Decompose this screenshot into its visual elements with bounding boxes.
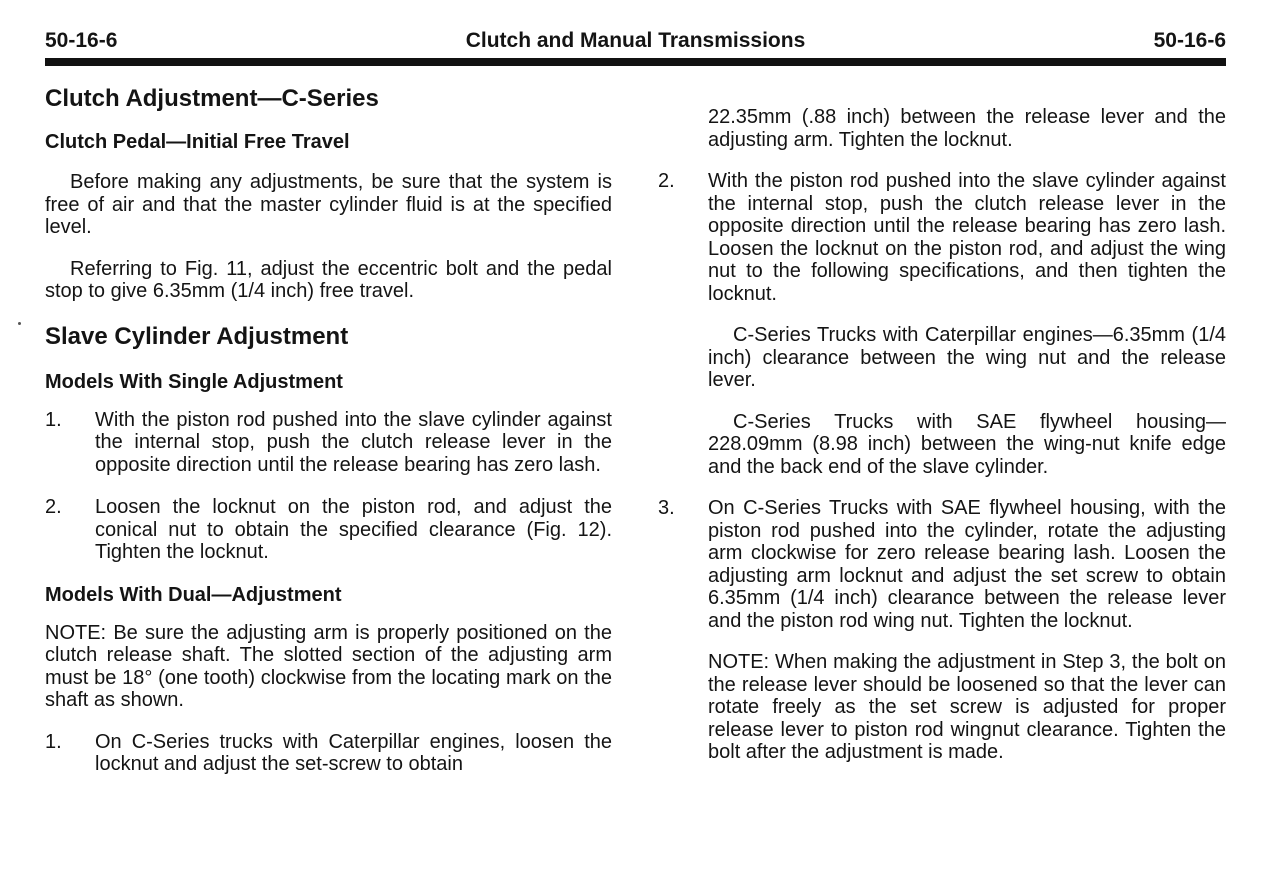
list-item-text: On C-Series Trucks with SAE flywheel housing, with the piston rod pushed into the cylinder, rotate the adjusting arm clockwise for zero release bearing lash. Loosen the adjusting arm locknut and adjust the set screw to obtain 6.35mm (1/4 inch) clearance between the release lever and the piston rod wing nut. Tighten the locknut. <box>708 497 1226 632</box>
list-item-number: 1. <box>45 408 62 431</box>
para-referring-fig11: Referring to Fig. 11, adjust the eccentric bolt and the pedal stop to give 6.35mm (1/4 inch) free travel. <box>45 257 612 302</box>
left-column <box>45 84 612 776</box>
subheading-initial-free-travel: Clutch Pedal—Initial Free Travel <box>45 131 350 153</box>
scan-speck <box>18 322 21 325</box>
list-item-number: 1. <box>45 730 62 753</box>
subheading-single-adjustment: Models With Single Adjustment <box>45 370 343 393</box>
spec-sae-flywheel: C-Series Trucks with SAE flywheel housing—228.09mm (8.98 inch) between the wing-nut knife edge and the back end of the slave cylinder. <box>708 410 1226 478</box>
page-header <box>45 28 1226 56</box>
list-item-number: 3. <box>658 497 675 519</box>
heading-slave-cylinder: Slave Cylinder Adjustment <box>45 322 349 350</box>
list-item <box>45 731 612 776</box>
subheading-dual-adjustment: Models With Dual—Adjustment <box>45 583 342 606</box>
list-item-text: With the piston rod pushed into the slave cylinder against the internal stop, push the clutch release lever in the opposite direction until the release bearing has zero lash. Loosen the locknut on the piston rod, and adjust the wing nut to the following specifications, and then tighten the locknut. <box>708 170 1226 305</box>
page-number-left: 50-16-6 <box>45 29 118 52</box>
list-item <box>658 170 1226 305</box>
list-item-number: 2. <box>658 170 675 192</box>
list-item-text: With the piston rod pushed into the slave cylinder against the internal stop, push the clutch release lever in the opposite direction until the release bearing has zero lash. <box>95 408 612 476</box>
list-item <box>45 496 612 564</box>
note-step3: NOTE: When making the adjustment in Step 3, the bolt on the release lever should be loosened so that the lever can rotate freely as the set screw is adjusted for proper release lever to piston rod wingnut clearance. Tighten the bolt after the adjustment is made. <box>708 651 1226 763</box>
list-item-number: 2. <box>45 496 62 518</box>
spec-caterpillar: C-Series Trucks with Caterpillar engines—6.35mm (1/4 inch) clearance between the wing nut and the release lever. <box>708 324 1226 391</box>
page-number-right: 50-16-6 <box>1153 29 1226 52</box>
continued-text: 22.35mm (.88 inch) between the release lever and the adjusting arm. Tighten the locknut. <box>708 106 1226 151</box>
list-item-text: Loosen the locknut on the piston rod, and adjust the conical nut to obtain the specified clearance (Fig. 12). Tighten the locknut. <box>95 496 612 563</box>
page-title: Clutch and Manual Transmissions <box>465 29 806 52</box>
header-rule <box>45 58 1226 66</box>
list-item <box>658 497 1226 632</box>
right-column <box>658 106 1226 764</box>
heading-clutch-adjustment: Clutch Adjustment—C-Series <box>45 85 379 112</box>
list-item-text: On C-Series trucks with Caterpillar engines, loosen the locknut and adjust the set-screw to obtain <box>95 730 612 775</box>
list-item <box>45 409 612 477</box>
para-before-adjustments: Before making any adjustments, be sure that the system is free of air and that the master cylinder fluid is at the specified level. <box>45 171 612 238</box>
note-dual-adjustment: NOTE: Be sure the adjusting arm is properly positioned on the clutch release shaft. The slotted section of the adjusting arm must be 18° (one tooth) clockwise from the locating mark on the shaft as shown. <box>45 621 612 711</box>
